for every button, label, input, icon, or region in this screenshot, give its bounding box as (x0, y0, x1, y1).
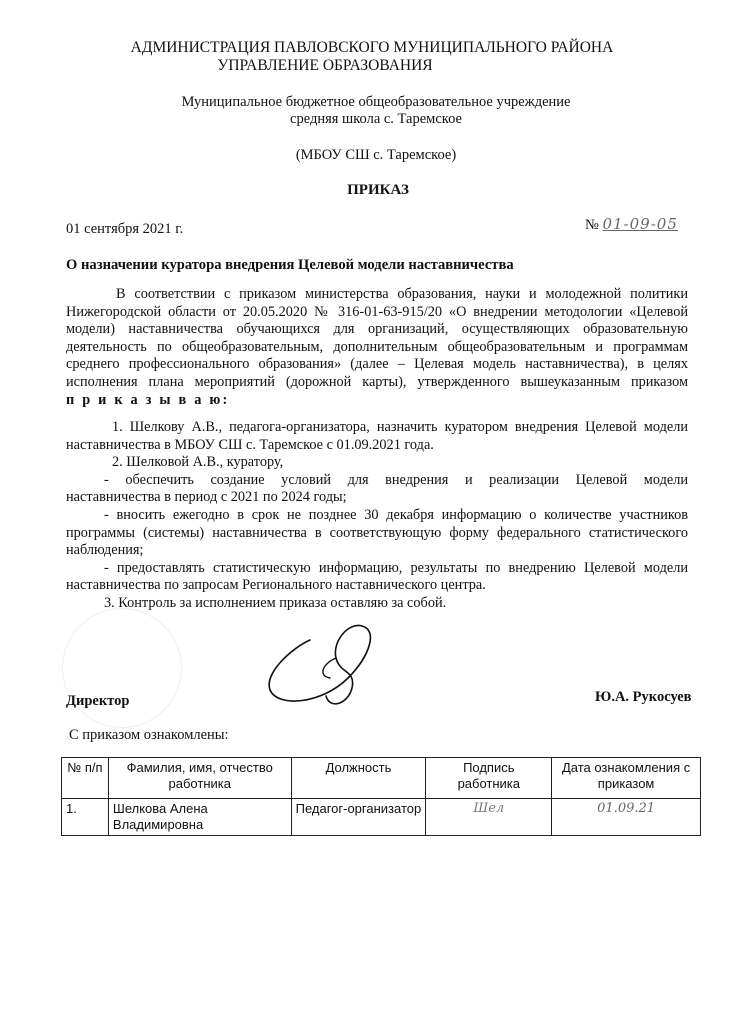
cell-number: 1. (62, 799, 109, 836)
table-row (62, 799, 701, 836)
cell-date: 01.09.21 (552, 799, 701, 836)
bullet-2: - вносить ежегодно в срок не позднее 30 декабря информацию о количестве участников (104, 506, 688, 523)
column-header-date: Дата ознакомления с приказом (552, 758, 701, 799)
department-title: УПРАВЛЕНИЕ ОБРАЗОВАНИЯ (217, 57, 433, 74)
preamble-line: среднего профессионального образования» (далее – Целевая модель наставничества), в целях (66, 356, 688, 373)
preamble (66, 286, 688, 409)
bullet-2-cont: программы (системы) наставничества в соответствующую форму федерального статистического (66, 524, 688, 541)
preamble-line: деятельность по общеобразовательным, дополнительным общеобразовательным и программам (66, 338, 688, 355)
school-short-name: (МБОУ СШ с. Таремское) (295, 147, 457, 163)
director-signature (252, 618, 402, 713)
order-number-value: 01-09-05 (602, 215, 678, 233)
acknowledgement-intro: С приказом ознакомлены: (69, 727, 229, 743)
order-items (66, 419, 688, 613)
school-name-line1: Муниципальное бюджетное общеобразовательное учреждение (181, 94, 571, 110)
preamble-line: В соответствии с приказом министерства образования, науки и молодежной политики (116, 286, 688, 302)
column-header-signature: Подпись работника (426, 758, 552, 799)
cell-signature: Шел (426, 799, 552, 836)
preamble-line: модели) наставничества обучающихся для организаций, осуществляющих образовательную (66, 321, 688, 338)
decree-word: п р и к а з ы в а ю: (66, 391, 230, 408)
item-2: 2. Шелковой А.В., куратору, (112, 454, 284, 471)
preamble-line: исполнения плана мероприятий (дорожной карты), утвержденного вышеуказанным приказом (66, 373, 688, 390)
signature-position: Директор (66, 693, 130, 709)
bullet-1-cont: наставничества в период с 2021 по 2024 годы; (66, 489, 347, 506)
column-header-position: Должность (291, 758, 426, 799)
table-header-row (62, 758, 701, 799)
bullet-3-cont: наставничества по запросам Регионального наставнического центра. (66, 577, 486, 594)
bullet-2-cont: наблюдения; (66, 542, 144, 559)
acknowledgement-table (61, 757, 701, 836)
order-number (585, 216, 678, 235)
cell-fullname: Шелкова Алена Владимировна (108, 799, 291, 836)
item-1: 1. Шелкову А.В., педагога-организатора, назначить куратором внедрения Целевой модели (112, 419, 688, 435)
order-number-label: № (585, 217, 599, 233)
item-1-cont: наставничества в МБОУ СШ с. Таремское с 01.09.2021 года. (66, 436, 434, 453)
item-3: 3. Контроль за исполнением приказа оставляю за собой. (104, 594, 447, 611)
order-subject: О назначении куратора внедрения Целевой модели наставничества (66, 257, 514, 273)
admin-title: АДМИНИСТРАЦИЯ ПАВЛОВСКОГО МУНИЦИПАЛЬНОГО РАЙОНА (130, 39, 614, 56)
school-name-line2: средняя школа с. Таремское (290, 111, 462, 127)
bullet-3: - предоставлять статистическую информацию, результаты по внедрению Целевой модели (104, 559, 688, 576)
order-title: ПРИКАЗ (347, 182, 409, 198)
preamble-line: Нижегородской области от 20.05.2020 № 316-01-63-915/20 «О внедрении методологии «Целевой (66, 303, 688, 320)
column-header-fullname: Фамилия, имя, отчество работника (108, 758, 291, 799)
bullet-1: - обеспечить создание условий для внедрения и реализации Целевой модели (104, 471, 688, 488)
order-date: 01 сентября 2021 г. (66, 221, 184, 237)
column-header-number: № п/п (62, 758, 109, 799)
signature-name: Ю.А. Рукосуев (595, 689, 692, 705)
cell-position: Педагог-организатор (291, 799, 426, 836)
